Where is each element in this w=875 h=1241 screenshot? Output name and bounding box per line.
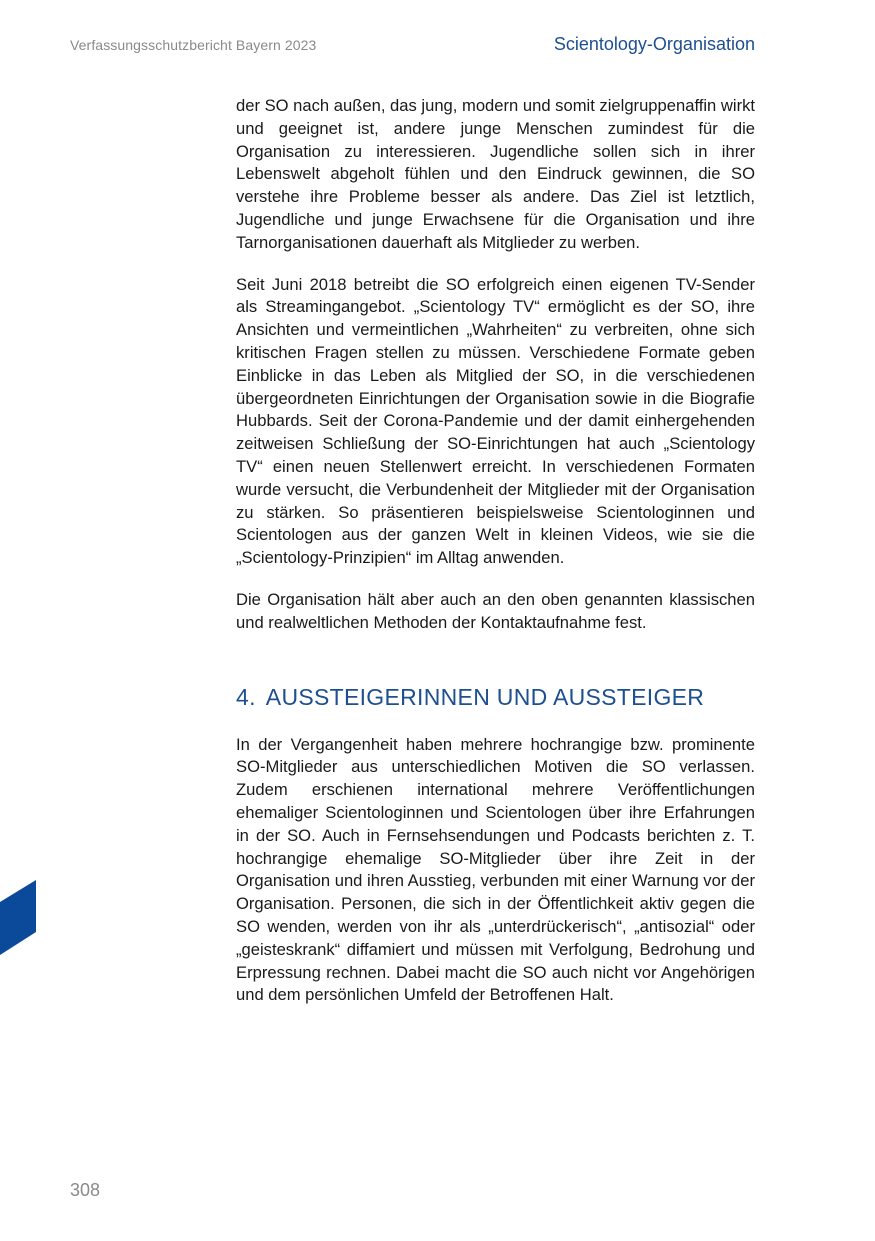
section-title: AUSSTEIGERINNEN UND AUSSTEIGER — [265, 683, 705, 710]
paragraph: der SO nach außen, das jung, modern und somit zielgruppenaffin wirkt und geeignet ist, andere junge Menschen zumindest für die Organisation zu interessieren. Jugendliche sollen sich in ihrer Lebenswelt abgeholt fühlen und den Eindruck gewinnen, die SO verstehe ihre Probleme besser als andere. Das Ziel ist letztlich, Jugendliche und junge Erwachsene für die Organisation und ihre Tarnorganisationen dauerhaft als Mitglieder zu werben. — [236, 96, 756, 252]
paragraph: Die Organisation hält aber auch an den oben genannten klassischen und realweltlichen Methoden der Kontaktaufnahme fest. — [236, 589, 755, 632]
section-heading — [236, 683, 755, 711]
edge-marker-shape — [0, 880, 36, 955]
section-number: 4. — [236, 683, 256, 710]
page-number: 308 — [70, 1180, 101, 1200]
page-edge-marker — [0, 880, 36, 955]
page-body — [236, 95, 755, 1026]
paragraph: Seit Juni 2018 betreibt die SO erfolgreich einen eigenen TV-Sender als Streamingangebot. „Scientology TV“ ermöglicht es der SO, ihre Ansichten und vermeintlichen „Wahrheiten“ zu verbreiten, ohne sich kritischen Fragen stellen zu müssen. Verschiedene Formate geben Einblicke in das Leben als Mitglied der SO, in die verschiedenen übergeordneten Einrichtungen der Organisation sowie in die Biografie Hubbards. Seit der Corona-Pandemie und der damit einhergehenden zeitweisen Schließung der SO-Einrichtungen hat auch „Scientology TV“ einen neuen Stellenwert erreicht. In verschiedenen Formaten wurde versucht, die Verbundenheit der Mitglieder mit der Organisation zu stärken. So präsentieren beispielsweise Scientologinnen und Scientologen aus der ganzen Welt in kleinen Videos, wie sie die „Scientology-Prinzipien“ im Alltag anwenden. — [236, 274, 755, 568]
running-head-chapter: Scientology-Organisation — [553, 34, 755, 54]
paragraph: In der Vergangenheit haben mehrere hochrangige bzw. prominente SO-Mitglieder aus unterschiedlichen Motiven die SO verlassen. Zudem erschienen international mehrere Veröffentlichungen ehemaliger Scientologinnen und Scientologen über ihre Erfahrungen in der SO. Auch in Fernsehsendungen und Podcasts berichten z. T. hochrangige ehemalige SO-Mitglieder über ihre Zeit in der Organisation und ihren Ausstieg, verbunden mit einer Warnung vor der Organisation. Personen, die sich in der Öffentlichkeit aktiv gegen die SO wenden, werden von ihr als „unterdrückerisch“, „antisozial“ oder „geisteskrank“ diffamiert und müssen mit Verfolgung, Bedrohung und Erpressung rechnen. Dabei macht die SO auch nicht vor Angehörigen und dem persönlichen Umfeld der Betroffenen Halt. — [236, 734, 755, 1005]
running-head-publication: Verfassungsschutzbericht Bayern 2023 — [70, 37, 317, 53]
